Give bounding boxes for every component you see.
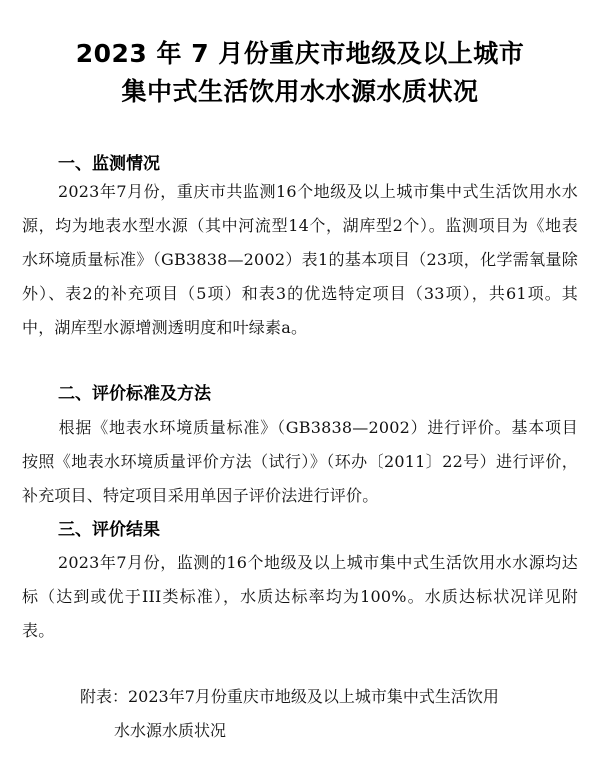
paragraph-text: 根据《地表水环境质量标准》（GB3838—2002）进行评价。基本项目按照《地表水环境质量评价方法（试行）》（环办〔2011〕22号）进行评价，补充项目、特定项目采用单因子评价法进行评价。 (22, 418, 578, 505)
attachment-note-line2: 水水源水质状况 (114, 721, 227, 740)
section-paragraph-standards (22, 411, 578, 513)
paragraph-text: 2023年7月份，重庆市共监测16个地级及以上城市集中式生活饮用水水源，均为地表水型水源（其中河流型14个，湖库型2个）。监测项目为《地表水环境质量标准》（GB3838—2002）表1的基本项目（23项，化学需氧量除外）、表2的补充项目（5项）和表3的优选特定项目（33项），共61项。其中，湖库型水源增测透明度和叶绿素a。 (22, 182, 578, 337)
section-paragraph-results (22, 546, 578, 648)
section-heading-monitoring: 一、监测情况 (58, 154, 160, 174)
document-title-line2: 集中式生活饮用水水源水质状况 (121, 77, 479, 106)
paragraph-text: 2023年7月份，监测的16个地级及以上城市集中式生活饮用水水源均达标（达到或优于III类标准），水质达标率均为100%。水质达标状况详见附表。 (22, 553, 578, 640)
section-heading-standards: 二、评价标准及方法 (58, 384, 211, 404)
section-heading-results: 三、评价结果 (58, 520, 160, 540)
section-paragraph-monitoring (22, 175, 578, 345)
attachment-note-line1: 附表：2023年7月份重庆市地级及以上城市集中式生活饮用 (80, 687, 499, 706)
document-title-line1: 2023 年 7 月份重庆市地级及以上城市 (75, 39, 525, 68)
